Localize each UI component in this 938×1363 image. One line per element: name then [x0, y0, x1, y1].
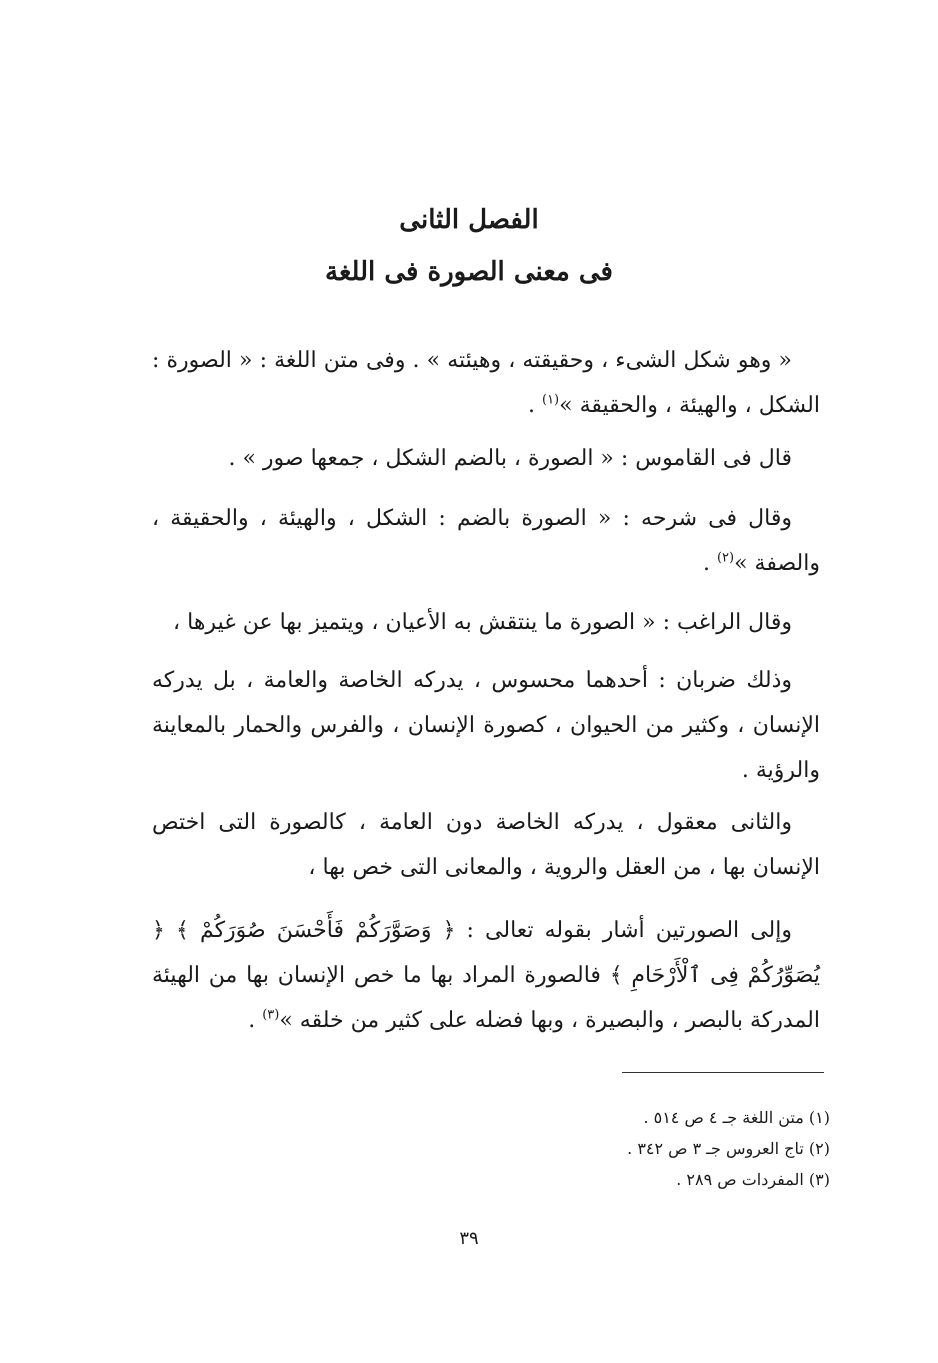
paragraph-end: .: [527, 393, 542, 418]
footnote-divider: [622, 1072, 824, 1073]
paragraph-6: [152, 800, 820, 890]
paragraph-4: [152, 600, 820, 645]
paragraph-end: .: [248, 1008, 263, 1033]
paragraph-text: « وهو شكل الشىء ، وحقيقته ، وهيئته » . وفى متن اللغة : « الصورة : الشكل ، والهيئة ، والحقيقة »: [152, 348, 820, 418]
footnote-item: (٢) تاج العروس جـ ٣ ص ٣٤٢ .: [627, 1139, 830, 1158]
paragraph-text: والثانى معقول ، يدركه الخاصة دون العامة ، كالصورة التى اختص الإنسان بها ، من العقل والروية ، والمعانى التى خص بها ،: [152, 810, 820, 880]
page-number: ٣٩: [459, 1228, 479, 1249]
paragraph-text: وذلك ضربان : أحدهما محسوس ، يدركه الخاصة والعامة ، بل يدركه الإنسان ، وكثير من الحيوان ، كصورة الإنسان ، والفرس والحمار بالمعاينة والرؤية .: [152, 668, 820, 783]
chapter-subtitle: فى معنى الصورة فى اللغة: [325, 257, 613, 287]
paragraph-end: .: [702, 551, 717, 576]
footnotes-list: [440, 1102, 830, 1195]
footnote-ref-1[interactable]: (١): [541, 392, 560, 408]
paragraph-3: [152, 496, 820, 586]
paragraph-text: وإلى الصورتين أشار بقوله تعالى : ﴿ وَصَوَّرَكُمْ فَأَحْسَنَ صُوَرَكُمْ ﴾ ﴿ يُصَوِّرُكُمْ فِى ٱلْأَرْحَامِ ﴾ فالصورة المراد بها ما خص الإنسان بها من الهيئة المدركة بالبصر ، والبصيرة ، وبها فضله على كثير من خلقه »: [152, 918, 820, 1033]
paragraph-text: قال فى القاموس : « الصورة ، بالضم الشكل ، جمعها صور » .: [228, 446, 792, 471]
chapter-title: الفصل الثانى: [399, 205, 539, 235]
paragraph-text: وقال الراغب : « الصورة ما ينتقش به الأعيان ، ويتميز بها عن غيرها ،: [173, 610, 792, 635]
footnote-ref-2[interactable]: (٢): [716, 550, 735, 566]
paragraph-1: [152, 338, 820, 428]
footnote-item: (١) متن اللغة جـ ٤ ص ٥١٤ .: [643, 1108, 830, 1127]
footnote-ref-3[interactable]: (٣): [262, 1007, 280, 1023]
paragraph-5: [152, 658, 820, 793]
paragraph-2: [152, 436, 820, 481]
paragraph-text: وقال فى شرحه : « الصورة بالضم : الشكل ، والهيئة ، والحقيقة ، والصفة »: [152, 506, 820, 576]
paragraph-7: [152, 908, 820, 1043]
footnote-item: (٣) المفردات ص ٢٨٩ .: [676, 1170, 830, 1189]
